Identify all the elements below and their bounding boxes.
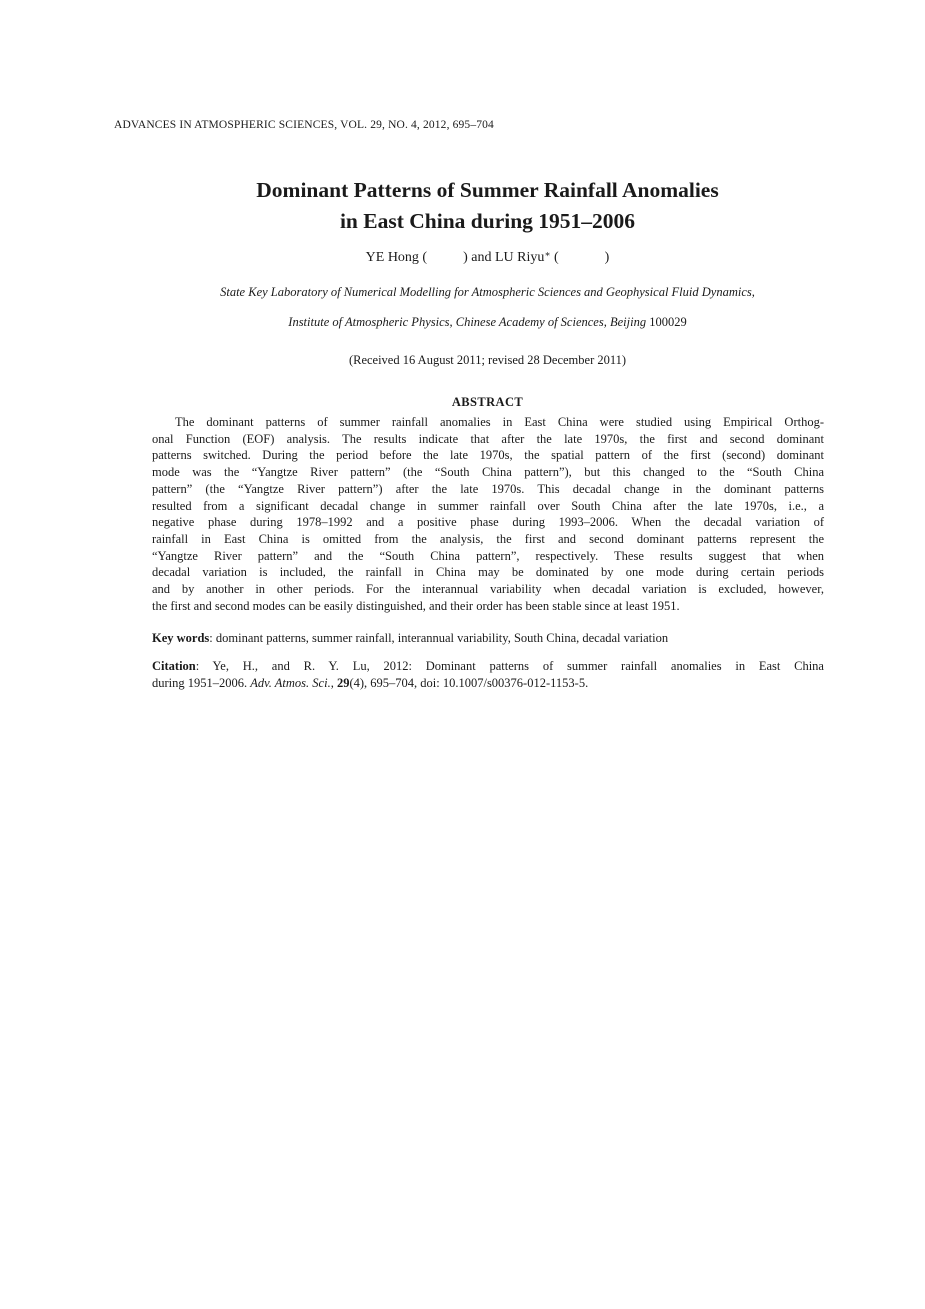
author-2-close: )	[604, 250, 610, 265]
abstract-line: resulted from a significant decadal change in summer rainfall over South China after the late 1970s, i.e., a	[152, 498, 824, 513]
abstract-line: rainfall in East China is omitted from the analysis, the first and second dominant patterns represent the	[152, 531, 824, 546]
citation-journal: Adv. Atmos. Sci.	[250, 676, 331, 690]
abstract-line: pattern” (the “Yangtze River pattern”) after the late 1970s. This decadal change in the dominant patterns	[152, 481, 824, 496]
keywords-text: : dominant patterns, summer rainfall, interannual variability, South China, decadal variation	[209, 631, 669, 645]
abstract-heading: ABSTRACT	[451, 395, 524, 409]
abstract-line: “Yangtze River pattern” and the “South China pattern”, respectively. These results suggest that when	[152, 548, 824, 563]
corresponding-author-marker: ∗	[544, 249, 551, 259]
affiliation-institute: Institute of Atmospheric Physics, Chinese Academy of Sciences, Beijing	[288, 315, 647, 329]
citation-volume: 29	[336, 676, 350, 690]
author-2-open: (	[550, 250, 559, 265]
abstract-line: mode was the “Yangtze River pattern” (the “South China pattern”), but this changed to the “South China	[152, 465, 824, 480]
abstract-line: onal Function (EOF) analysis. The results indicate that after the late 1970s, the first and second dominant	[152, 431, 824, 446]
title-line-2: in East China during 1951–2006	[339, 209, 636, 233]
abstract-line: negative phase during 1978–1992 and a positive phase during 1993–2006. When the decadal variation of	[152, 515, 824, 530]
author-1-close: )	[463, 250, 468, 265]
citation-years: during 1951–2006.	[152, 676, 251, 690]
citation	[152, 658, 824, 692]
author-1: YE Hong (	[365, 250, 428, 265]
abstract-line: The dominant patterns of summer rainfall anomalies in East China were studied using Empirical Orthog-	[175, 415, 824, 429]
paper-title	[150, 175, 825, 237]
abstract-line: and by another in other periods. For the interannual variability when decadal variation is excluded, however,	[152, 582, 824, 597]
author-2: and LU Riyu	[467, 250, 545, 265]
citation-pages-doi: (4), 695–704, doi: 10.1007/s00376-012-1153-5.	[349, 676, 589, 690]
affiliation-line-2	[150, 315, 825, 330]
citation-line-1	[152, 658, 824, 675]
abstract-line: the first and second modes can be easily distinguished, and their order has been stable since at least 1951.	[152, 598, 680, 613]
abstract-line: decadal variation is included, the rainfall in China may be dominated by one mode during certain periods	[152, 565, 824, 580]
citation-line-2	[152, 675, 824, 692]
received-dates: (Received 16 August 2011; revised 28 December 2011)	[348, 353, 627, 367]
abstract-line: patterns switched. During the period before the late 1970s, the spatial pattern of the first (second) dominant	[152, 448, 824, 463]
citation-text: : Ye, H., and R. Y. Lu, 2012: Dominant patterns of summer rainfall anomalies in East China	[195, 659, 824, 673]
title-line-1: Dominant Patterns of Summer Rainfall Anomalies	[256, 178, 719, 202]
author-list	[150, 249, 825, 266]
citation-label: Citation	[152, 659, 196, 673]
keywords	[152, 631, 824, 646]
running-head: ADVANCES IN ATMOSPHERIC SCIENCES, VOL. 29, NO. 4, 2012, 695–704	[114, 119, 494, 131]
citation-separator: ,	[330, 676, 337, 690]
affiliation-postcode: 100029	[649, 315, 687, 329]
keywords-label: Key words	[152, 631, 210, 645]
affiliation-line-1: State Key Laboratory of Numerical Modelling for Atmospheric Sciences and Geophysical Fluid Dynamics,	[220, 285, 755, 299]
abstract-body	[152, 414, 824, 614]
